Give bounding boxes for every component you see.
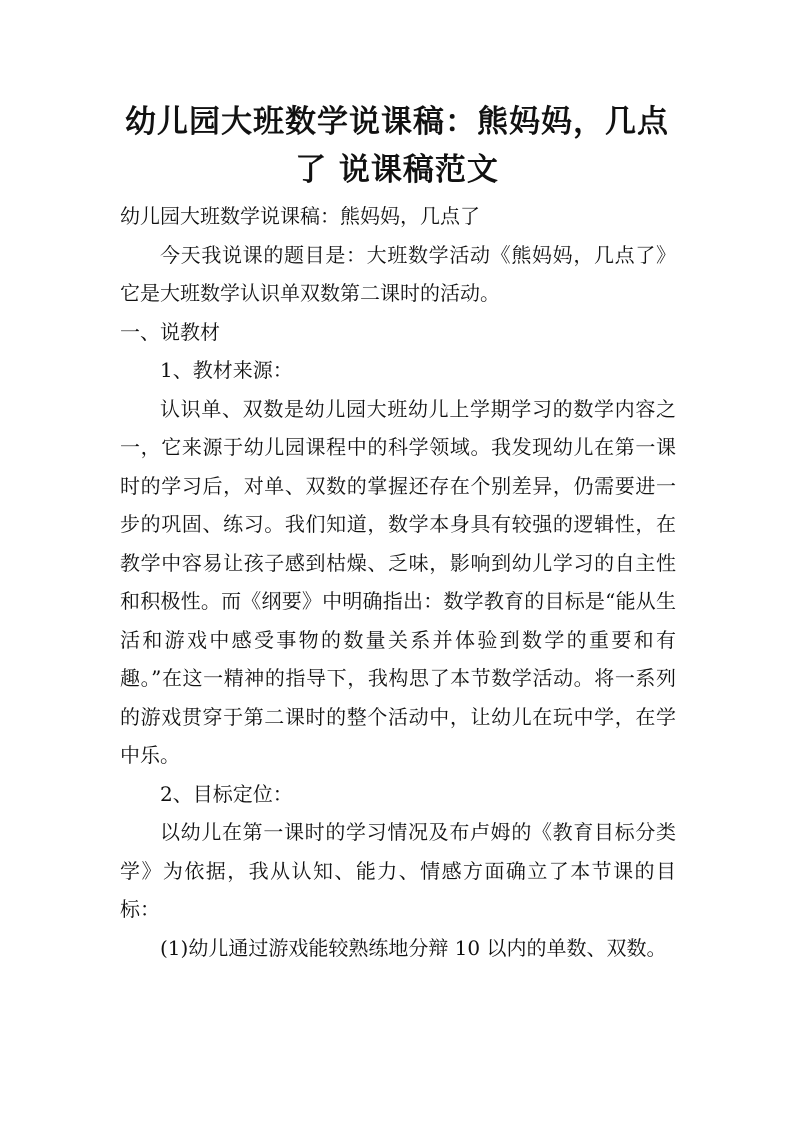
body-paragraph: 认识单、双数是幼儿园大班幼儿上学期学习的数学内容之一，它来源于幼儿园课程中的科学领域。我发现幼儿在第一课时的学习后，对单、双数的掌握还存在个别差异，仍需要进一步的巩固、练习。我们知道，数学本身具有较强的逻辑性，在教学中容易让孩子感到枯燥、乏味，影响到幼儿学习的自主性和积极性。而《纲要》中明确指出：数学教育的目标是“能从生活和游戏中感受事物的数量关系并体验到数学的重要和有趣。”在这一精神的指导下，我构思了本节数学活动。将一系列的游戏贯穿于第二课时的整个活动中，让幼儿在玩中学，在学中乐。 xyxy=(120,396,676,767)
list-item: (1)幼儿通过游戏能较熟练地分辩 10 以内的单数、双数。 xyxy=(160,935,667,960)
title-line-1: 幼儿园大班数学说课稿：熊妈妈，几点 xyxy=(125,104,669,140)
subsection-heading: 1、教材来源： xyxy=(160,358,293,382)
section-heading: 一、说教材 xyxy=(120,319,220,344)
subtitle-paragraph: 幼儿园大班数学说课稿：熊妈妈，几点了 xyxy=(120,204,480,228)
intro-paragraph: 今天我说课的题目是：大班数学活动《熊妈妈，几点了》它是大班数学认识单双数第二课时的活动。 xyxy=(120,242,676,305)
document-body xyxy=(120,197,676,967)
document-title xyxy=(100,98,694,194)
subsection-heading: 2、目标定位： xyxy=(160,781,293,806)
body-paragraph: 以幼儿在第一课时的学习情况及布卢姆的《教育目标分类学》为依据，我从认知、能力、情感方面确立了本节课的目标： xyxy=(120,820,676,921)
title-line-2: 了 说课稿范文 xyxy=(295,152,499,188)
